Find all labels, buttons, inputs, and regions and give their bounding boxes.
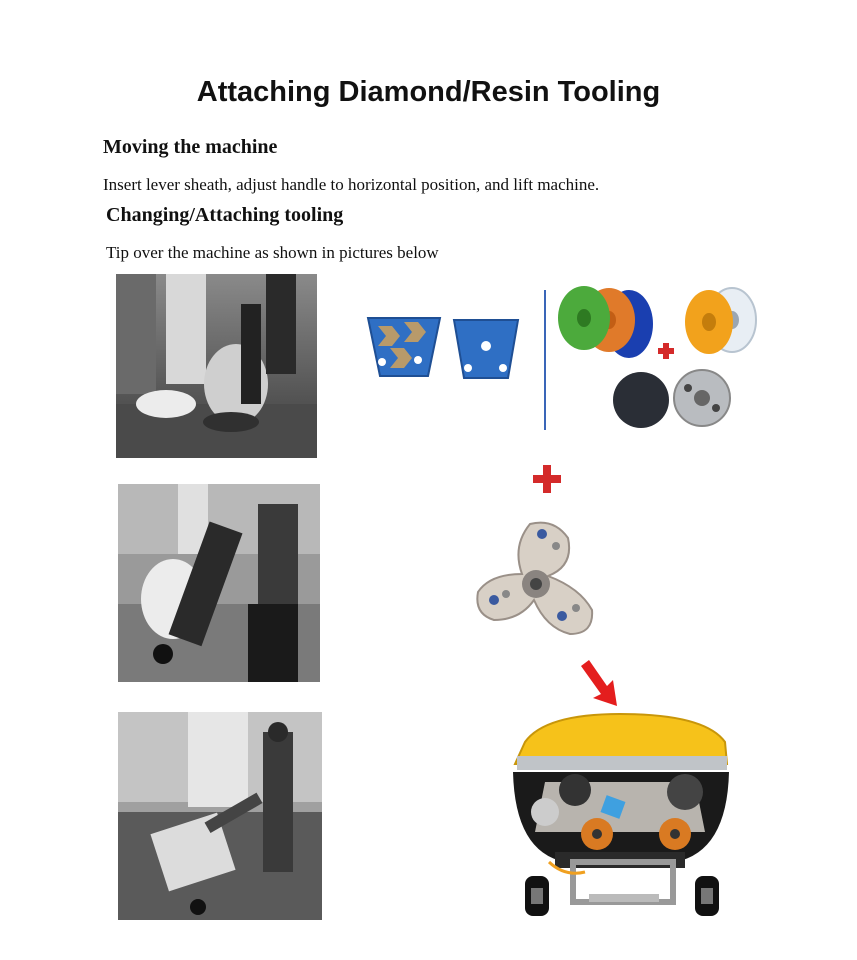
- section-heading-changing: Changing/Attaching tooling: [106, 204, 344, 226]
- plus-icon: [533, 465, 561, 493]
- diamond-trapezoid-tools: [360, 308, 530, 388]
- resin-polishing-pads: [554, 284, 764, 434]
- grinder-underside: [505, 712, 735, 922]
- page-title: Attaching Diamond/Resin Tooling: [196, 76, 661, 108]
- tool-holder-plate: [470, 516, 610, 646]
- section-text-changing: Tip over the machine as shown in pictures below: [106, 243, 439, 262]
- photo-tipping-machine-1: [116, 274, 317, 458]
- photo-tipping-machine-3: [118, 712, 322, 920]
- arrow-down-icon: [577, 660, 621, 710]
- section-heading-moving: Moving the machine: [103, 136, 278, 158]
- divider-line: [544, 290, 546, 430]
- photo-tipping-machine-2: [118, 484, 320, 682]
- section-text-moving: Insert lever sheath, adjust handle to horizontal position, and lift machine.: [103, 175, 600, 194]
